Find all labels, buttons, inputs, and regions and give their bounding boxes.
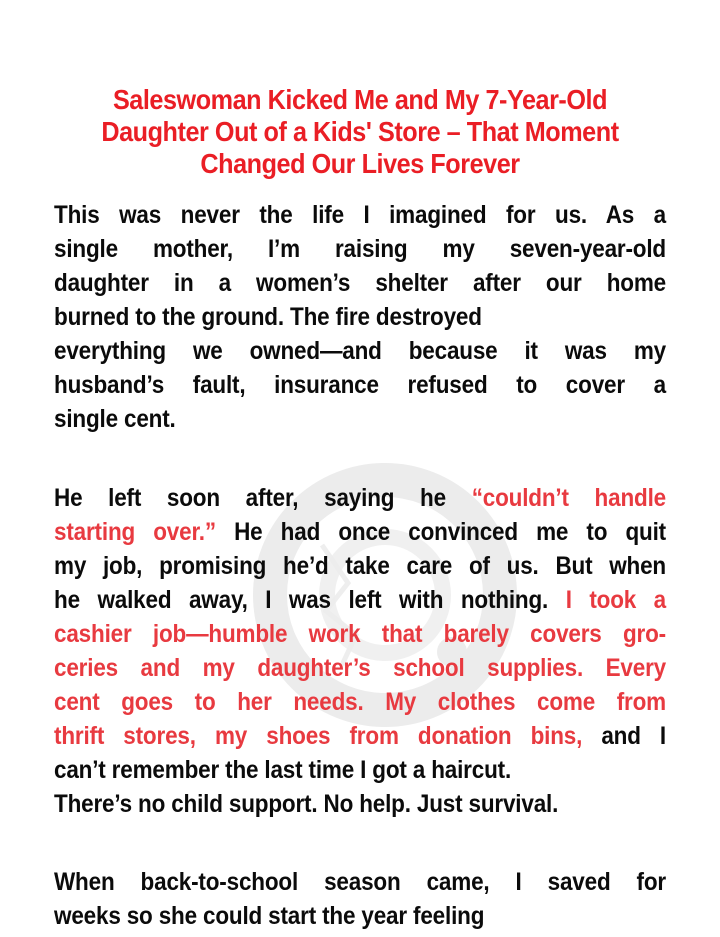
text-segment: He left soon after, saying he	[54, 484, 472, 512]
text-segment: my job, promising he’d take care of us. But when	[54, 552, 666, 580]
highlighted-text-segment: I took a	[565, 586, 666, 614]
highlighted-text-segment: starting over.”	[54, 518, 235, 546]
text-segment: He had once convinced me to quit	[234, 518, 666, 546]
text-line	[54, 368, 666, 402]
text-line	[54, 198, 666, 232]
text-line	[54, 266, 666, 300]
highlighted-text-segment: ceries and my daughter’s school supplies. Every	[54, 654, 666, 682]
paragraph-3	[54, 865, 666, 933]
text-line	[54, 402, 666, 436]
text-segment: daughter in a women’s shelter after our home	[54, 269, 666, 297]
text-segment: weeks so she could start the year feeling	[54, 902, 485, 930]
highlighted-text-segment: “couldn’t handle	[471, 484, 666, 512]
text-line	[54, 899, 666, 933]
text-segment: can’t remember the last time I got a haircut.	[54, 756, 512, 784]
paragraph-1	[54, 198, 666, 436]
text-line	[54, 685, 666, 719]
text-line	[54, 232, 666, 266]
text-line	[54, 719, 666, 753]
text-segment: single mother, I’m raising my seven-year-old	[54, 235, 666, 263]
highlighted-text-segment: thrift stores, my shoes from donation bins,	[54, 722, 602, 750]
text-segment: This was never the life I imagined for us. As a	[54, 201, 666, 229]
title-line-1: Saleswoman Kicked Me and My 7-Year-Old	[112, 84, 608, 115]
title-line-3: Changed Our Lives Forever	[200, 148, 520, 179]
text-segment: he walked away, I was left with nothing.	[54, 586, 566, 614]
highlighted-text-segment: cent goes to her needs. My clothes come from	[54, 688, 666, 716]
text-line	[54, 617, 666, 651]
text-line	[54, 583, 666, 617]
text-line	[54, 753, 666, 787]
text-line	[54, 334, 666, 368]
highlighted-text-segment: cashier job—humble work that barely covers gro-	[54, 620, 666, 648]
page-title	[54, 84, 666, 180]
text-line	[54, 651, 666, 685]
text-line	[54, 300, 666, 334]
text-segment: husband’s fault, insurance refused to cover a	[54, 371, 666, 399]
text-content	[54, 84, 666, 933]
text-line	[54, 865, 666, 899]
paragraph-2	[54, 481, 666, 821]
title-line-2: Daughter Out of a Kids' Store – That Moment	[101, 116, 619, 147]
text-line	[54, 549, 666, 583]
text-segment: When back-to-school season came, I saved for	[54, 868, 666, 896]
text-line	[54, 515, 666, 549]
text-line	[54, 787, 666, 821]
text-segment: There’s no child support. No help. Just survival.	[54, 790, 559, 818]
text-line	[54, 481, 666, 515]
text-segment: everything we owned—and because it was my	[54, 337, 666, 365]
text-segment: and I	[601, 722, 666, 750]
text-segment: single cent.	[54, 405, 176, 433]
text-segment: burned to the ground. The fire destroyed	[54, 303, 482, 331]
